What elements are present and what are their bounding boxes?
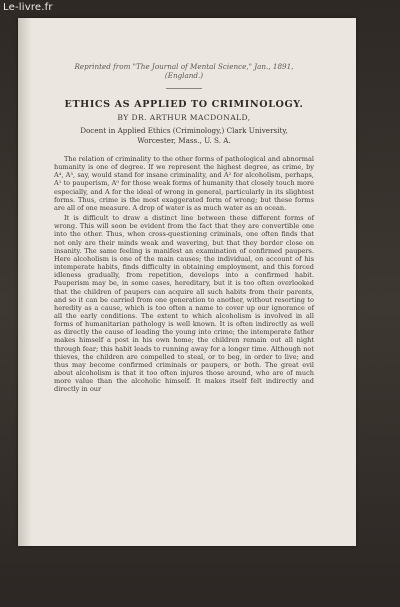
article-title: ETHICS AS APPLIED TO CRIMINOLOGY. bbox=[64, 99, 304, 110]
page-content bbox=[54, 62, 314, 394]
reprint-line-2: (England.) bbox=[164, 71, 204, 80]
article-author: BY DR. ARTHUR MACDONALD, bbox=[117, 113, 251, 122]
affiliation-line-1: Docent in Applied Ethics (Criminology,) Clark University, bbox=[80, 126, 288, 135]
page-fold-shadow bbox=[18, 18, 32, 546]
author-affiliation bbox=[54, 126, 314, 145]
document-page bbox=[18, 18, 356, 546]
watermark: Le-livre.fr bbox=[3, 2, 53, 13]
reprint-notice bbox=[54, 62, 314, 80]
reprint-line-1: Reprinted from "The Journal of Mental Science," Jan., 1891, bbox=[74, 62, 294, 71]
body-paragraph-1: The relation of criminality to the other forms of pathological and abnormal humanity is one of degree. If we represent the highest degree, as crime, by A⁴, A³, say, would stand for insane criminality, and A² for alcoholism, perhaps, A¹ to pauperism, A⁰ for those weak forms of humanity that closely touch more especially, and A for the ideal of wrong in general, particularly in its slightest forms. Thus, crime is the most exaggerated form of wrong; but these forms are all of one measure. A drop of water is as much water as an ocean. bbox=[54, 155, 314, 212]
body-paragraph-2: It is difficult to draw a distinct line between these different forms of wrong. This will soon be evident from the fact that they are convertible one into the other. Thus, when cross-questioning criminals, one often finds that not only are their minds weak and wavering, but that they border close on insanity. The same feeling is manifest an examination of confirmed paupers. Here alcoholism is one of the main causes; the individual, on account of his intemperate habits, finds difficulty in obtaining employment, and this forced idleness gradually, from repetition, develops into a confirmed habit. Pauperism may be, in some cases, hereditary, but it is too often overlooked that the children of paupers can acquire all such habits from their parents, and so it can be carried from one generation to another, without resorting to heredity as a cause, which is too often a name to cover up our ignorance of all the early conditions. The extent to which alcoholism is involved in all forms of humanitarian pathology is well known. It is often indirectly as well as directly the cause of leading the young into crime; the intemperate father makes himself a post in his own home; the children remain out all night through fear; this habit leads to running away for a longer time. Although not thieves, the children are compelled to steal, or to beg, in order to live; and thus may become confirmed criminals or paupers, or both. The great evil about alcoholism is that it too often injures those around, who are of much more value than the alcoholic himself. It makes itself felt indirectly and directly in our bbox=[54, 214, 314, 394]
affiliation-line-2: Worcester, Mass., U. S. A. bbox=[137, 135, 231, 145]
divider-rule bbox=[166, 88, 202, 89]
